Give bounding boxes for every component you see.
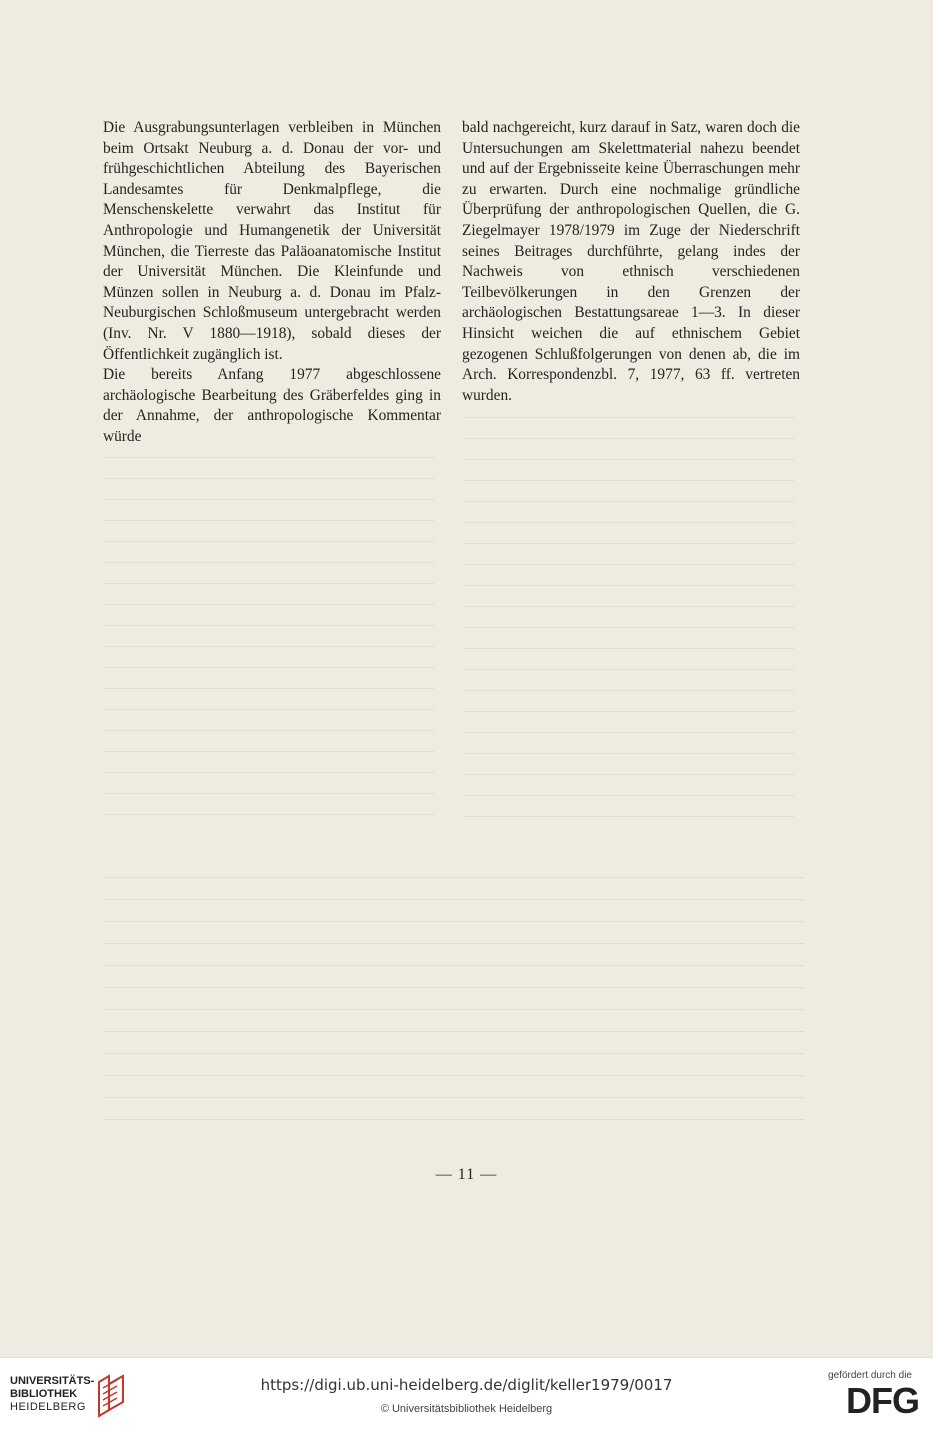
logo-line: BIBLIOTHEK (10, 1388, 78, 1400)
show-through-left (104, 440, 434, 820)
page-number: — 11 — (435, 1166, 498, 1183)
copyright-notice: © Universitätsbibliothek Heidelberg (380, 1403, 553, 1415)
left-text-column (103, 118, 441, 448)
show-through-footnotes (104, 860, 804, 1130)
logo-line: HEIDELBERG (10, 1401, 86, 1413)
permalink-url[interactable]: https://digi.ub.uni-heidelberg.de/diglit/keller1979/0017 (260, 1376, 673, 1394)
paragraph: bald nachgereicht, kurz darauf in Satz, waren doch die Untersuchungen am Skelettmaterial nahezu beendet und auf der Ergebnisseite keine Überraschungen mehr zu erwarten. Durch eine nochmalige gründliche Überprüfung der anthropologischen Quellen, die G. Ziegelmayer 1978/1979 im Zuge der Niederschrift seines Beitrages durchführte, gelang indes der Nachweis von ethnisch verschiedenen Teilbevölkerungen in den Grenzen der archäologischen Bestattungsareae 1—3. In dieser Hinsicht weichen die auf ethnischem Gebiet gezogenen Schlußfolgerungen von denen ab, die im Arch. Korrespondenzbl. 7, 1977, 63 ff. vertreten wurden. (462, 119, 800, 404)
right-text-column (462, 118, 800, 406)
funder-label: gefördert durch die (828, 1370, 912, 1381)
show-through-right (464, 400, 794, 830)
logo-line: UNIVERSITÄTS- (10, 1375, 95, 1387)
paragraph: Die Ausgrabungsunterlagen verbleiben in München beim Ortsakt Neuburg a. d. Donau der vor- und frühgeschichtlichen Abteilung des Bayerischen Landesamtes für Denkmalpflege, die Menschenskelette verwahrt das Institut für Anthropologie und Humangenetik der Universität München, die Tierreste das Paläoanatomische Institut der Universität München. Die Kleinfunde und Münzen sollen in Neuburg a. d. Donau im Pfalz-Neuburgischen Schloßmuseum untergebracht werden (Inv. Nr. V 1880—1918), sobald dieses der Öffentlichkeit zugänglich ist. (103, 119, 441, 363)
dfg-logo[interactable]: DFG (846, 1380, 919, 1421)
paragraph: Die bereits Anfang 1977 abgeschlossene archäologische Bearbeitung des Gräberfeldes ging in der Annahme, der anthropologische Kommentar würde (103, 366, 441, 445)
